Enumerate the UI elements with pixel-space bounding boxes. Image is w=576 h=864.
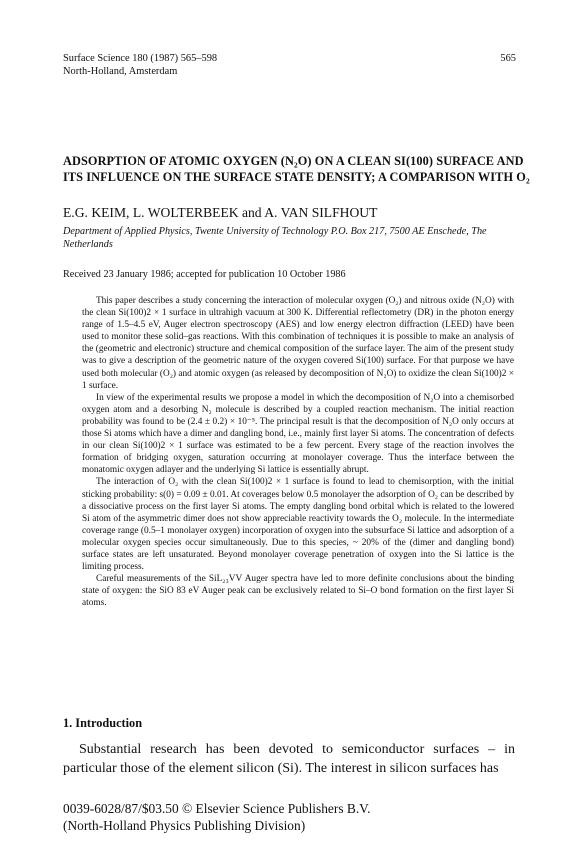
article-title: ADSORPTION OF ATOMIC OXYGEN (N₂O) ON A CLEAN SI(100) SURFACE AND ITS INFLUENCE ON THE SURFACE STATE DENSITY; A COMPARISON WITH O₂ [63,154,530,184]
publisher-line: North-Holland, Amsterdam [63,66,178,77]
journal-citation: Surface Science 180 (1987) 565–598 [63,53,218,64]
abstract [82,295,514,609]
copyright-footer [63,800,370,834]
page-number: 565 [500,53,516,64]
introduction-text: Substantial research has been devoted to semiconductor surfaces – in particular those of the element silicon (Si). The interest in silicon surfaces has [63,742,515,776]
abstract-paragraph: This paper describes a study concerning the interaction of molecular oxygen (O₂) and nitrous oxide (N₂O) with the clean Si(100)2 × 1 surface in ultrahigh vacuum at 300 K. Differential reflectometry (DR) in the photon energy range of 1.5–4.5 eV, Auger electron spectroscopy (AES) and low energy electron diffraction (LEED) have been used to monitor these solid–gas reactions. With this combination of techniques it is possible to make an analysis of the (geometric and electronic) structure and chemical composition of the surface layer. The aim of the present study was to give a description of the geometric nature of the oxygen covered Si(100) surface. For that purpose we have used both molecular (O₂) and atomic oxygen (as released by decomposition of N₂O) to oxidize the clean Si(100)2 × 1 surface. [82,296,514,391]
publisher-division: (North-Holland Physics Publishing Division) [63,818,306,833]
journal-header [63,52,217,78]
abstract-paragraph: In view of the experimental results we propose a model in which the decomposition of N₂O into a chemisorbed oxygen atom and a desorbing N₂ molecule is described by a coupled reaction mechanism. The initial reaction probability was found to be (2.4 ± 0.2) × 10⁻⁵. The principal result is that the decomposition of N₂O only occurs at those Si atoms which have a dimer and dangling bond, i.e., mainly first layer Si atoms. The concentration of defects in our clean Si(100)2 × 1 surface was estimated to be a few percent. Every stage of the reaction involves the formation of bridging oxygen, saturation occurring at monolayer coverage. Thus the interface between the monatomic oxygen adlayer and the underlying Si lattice is essentially abrupt. [82,392,514,476]
received-dates: Received 23 January 1986; accepted for publication 10 October 1986 [63,269,346,280]
copyright-line: 0039-6028/87/$03.50 © Elsevier Science Publishers B.V. [63,801,371,816]
abstract-paragraph: Careful measurements of the SiL₂₃VV Auger spectra have led to more definite conclusions about the binding state of oxygen: the SiO 83 eV Auger peak can be exclusively related to Si–O bond formation on the first layer Si atoms. [82,574,514,609]
author-list: E.G. KEIM, L. WOLTERBEEK and A. VAN SILFHOUT [63,205,378,220]
abstract-paragraph: The interaction of O₂ with the clean Si(100)2 × 1 surface is found to lead to chemisorption, with the initial sticking probability: s(0) = 0.09 ± 0.01. At coverages below 0.5 monolayer the adsorption of O₂ can be described by a dissociative process on the first layer Si atoms. The empty dangling bond orbital which is related to the lowered Si atom of the asymmetric dimer does not show appreciable reactivity towards the O₂ molecule. In the intermediate coverage range (0.5–1 monolayer oxygen) incorporation of oxygen into the subsurface Si lattice and adsorption of a molecular oxygen species occur simultaneously. Due to this species, ~ 20% of the (dimer and dangling bond) surface states are left unsaturated. Beyond monolayer coverage penetration of oxygen into the Si lattice is the limiting process. [82,477,514,573]
section-heading: 1. Introduction [63,716,143,730]
affiliation: Department of Applied Physics, Twente University of Technology P.O. Box 217, 7500 AE Enschede, The Netherlands [63,226,487,250]
